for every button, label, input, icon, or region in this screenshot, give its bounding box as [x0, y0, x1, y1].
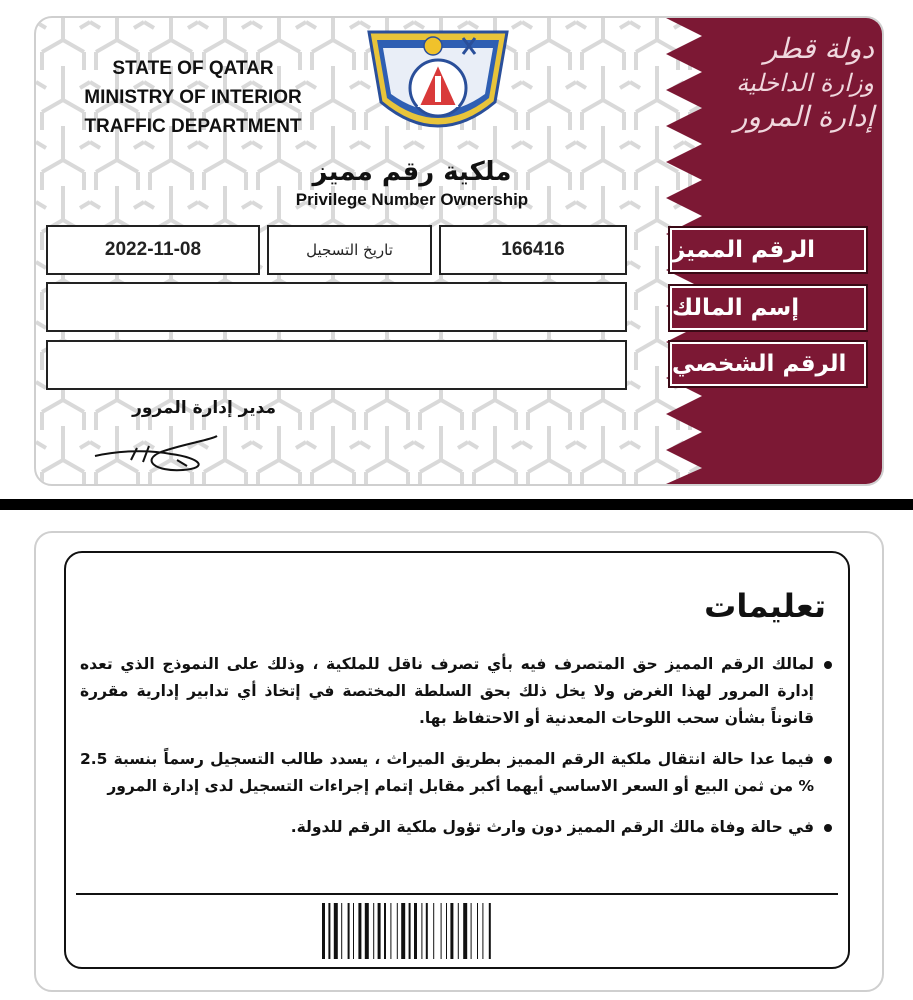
instructions-title: تعليمات [704, 587, 826, 625]
privilege-number-label: الرقم المميز [670, 228, 866, 272]
director-label: مدير إدارة المرور [132, 398, 276, 418]
instruction-text: في حالة وفاة مالك الرقم المميز دون وارث تؤول ملكية الرقم للدولة. [290, 818, 814, 836]
barcode-bar [334, 903, 338, 959]
barcode-bar [433, 903, 434, 959]
ministry-line-1: STATE OF QATAR [112, 58, 274, 79]
barcode-bar [482, 903, 483, 959]
barcode-bar [373, 903, 374, 959]
barcode-bar [463, 903, 467, 959]
traffic-department-emblem-icon [363, 28, 513, 150]
card-divider [0, 499, 913, 510]
barcode-bar [353, 903, 354, 959]
barcode-bar [328, 903, 330, 959]
instructions-panel [64, 551, 850, 969]
bullet-icon [824, 661, 832, 669]
barcode-bar [341, 903, 342, 959]
barcode-bar [446, 903, 447, 959]
instruction-item [80, 651, 834, 732]
instruction-item [80, 814, 834, 841]
instruction-text: لمالك الرقم المميز حق المتصرف فيه بأي تصرف ناقل للملكية ، وذلك على النموذج الذي تعده إدارة المرور لهذا الغرض ولا يخل ذلك بحق السلطة المختصة في إتخاذ أي تدابير إدارية مقررة قانوناً بشأن سحب اللوحات المعدنية أو الاحتفاظ بها. [80, 655, 814, 727]
arabic-header-line-2: وزارة الداخلية [736, 69, 874, 97]
barcode-bar [421, 903, 422, 959]
owner-name-label: إسم المالك [670, 286, 866, 330]
barcode-bar [384, 903, 386, 959]
barcode-bar [397, 903, 398, 959]
card-title-arabic: ملكية رقم مميز [312, 157, 512, 187]
arabic-header-line-1: دولة قطر [763, 32, 874, 65]
owner-name-value [46, 282, 627, 332]
barcode-bar [489, 903, 491, 959]
barcode-bar [348, 903, 350, 959]
arabic-header-line-3: إدارة المرور [733, 100, 874, 133]
instruction-item [80, 746, 834, 800]
barcode-bar [401, 903, 405, 959]
ministry-header [58, 54, 328, 141]
card-title-english: Privilege Number Ownership [295, 190, 529, 209]
barcode-bar [450, 903, 453, 959]
personal-number-value [46, 340, 627, 390]
barcode-bar [414, 903, 417, 959]
director-signature [91, 426, 221, 474]
barcode-bar [365, 903, 369, 959]
privilege-number-value: 166416 [439, 225, 627, 275]
bullet-icon [824, 824, 832, 832]
bullet-icon [824, 756, 832, 764]
barcode-bar [358, 903, 361, 959]
barcode-bar [426, 903, 428, 959]
barcode-bar [471, 903, 472, 959]
card-front [34, 16, 884, 486]
barcode-bar [458, 903, 459, 959]
barcode-bar [477, 903, 478, 959]
registration-date-value: 2022-11-08 [46, 225, 260, 275]
ministry-line-3: TRAFFIC DEPARTMENT [84, 116, 302, 137]
barcode-bar [390, 903, 391, 959]
ministry-line-2: MINISTRY OF INTERIOR [84, 87, 302, 108]
barcode-bar [322, 903, 325, 959]
instruction-text: فيما عدا حالة انتقال ملكية الرقم المميز بطريق الميراث ، يسدد طالب التسجيل رسماً بنسبة 2.5 % من ثمن البيع أو السعر الاساسي أيهما أكبر مقابل إتمام إجراءات التسجيل لدى إدارة المرور [80, 750, 814, 795]
separator-line [76, 893, 838, 895]
barcode [320, 903, 590, 959]
barcode-bar [409, 903, 411, 959]
personal-number-label: الرقم الشخصي [670, 342, 866, 386]
barcode-bar [378, 903, 381, 959]
registration-date-label: تاريخ التسجيل [267, 225, 432, 275]
arabic-government-header [674, 32, 874, 134]
card-back [34, 531, 884, 992]
instructions-list [80, 651, 834, 855]
barcode-bar [441, 903, 442, 959]
